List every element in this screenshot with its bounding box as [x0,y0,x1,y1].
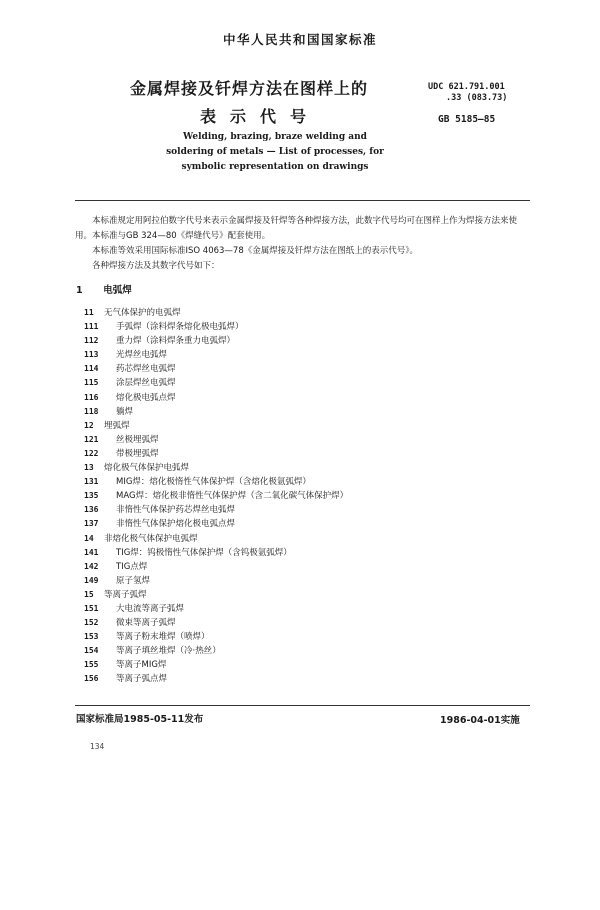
process-row [84,644,348,658]
process-row [84,306,348,320]
process-code-list [84,306,348,687]
process-row [84,405,348,419]
process-name: 带极埋弧焊 [116,448,159,459]
english-title: Welding, brazing, braze welding and soldering of metals — List of processes, for symbolic representation on drawings [166,132,384,172]
process-row [84,362,348,376]
process-row [84,588,348,602]
process-code: 11 [84,308,94,317]
process-name: 埋弧焊 [104,420,130,431]
udc-line-1: UDC 621.791.001 [428,82,505,92]
process-row [84,475,348,489]
process-name: 等离子弧点焊 [116,674,168,685]
section-heading [76,282,132,296]
intro-paragraph-1: 本标准规定用阿拉伯数字代号来表示金属焊接及钎焊等各种焊接方法，此数字代号均可在图样上作为焊接方法来使用。本标准与GB 324—80《焊缝代号》配套使用。 [75,216,518,241]
process-row [84,376,348,390]
process-row [84,433,348,447]
process-name: 微束等离子弧焊 [116,618,176,629]
process-code: 136 [84,505,99,515]
process-name: 重力焊（涂料焊条重力电弧焊） [116,336,236,347]
process-code: 116 [84,392,99,402]
process-code: 131 [84,477,99,487]
process-row [84,574,348,588]
process-code: 13 [84,463,94,473]
process-name: 熔化极电弧点焊 [116,392,176,403]
process-code: 113 [84,350,99,360]
page-number: 134 [90,742,105,751]
effective-date: 1986-04-01实施 [440,715,520,726]
issue-date: 国家标准局1985-05-11发布 [76,714,204,725]
process-name: 等离子弧焊 [104,589,147,600]
introduction [75,214,530,274]
section-number: 1 [76,285,83,296]
process-row [84,546,348,560]
process-row [84,560,348,574]
process-name: 手弧焊（涂料焊条熔化极电弧焊） [116,322,244,333]
process-name: MAG焊：熔化极非惰性气体保护焊（含二氧化碳气体保护焊） [116,491,349,502]
process-name: 大电流等离子弧焊 [116,603,185,614]
process-name: 非惰性气体保护药芯焊丝电弧焊 [116,505,236,516]
process-code: 111 [84,322,99,332]
intro-paragraph-3: 各种焊接方法及其数字代号如下： [92,261,220,271]
intro-paragraph-2: 本标准等效采用国际标准ISO 4063—78《金属焊接及钎焊方法在图纸上的表示代号》。 [92,246,418,256]
process-code: 15 [84,589,94,599]
process-name: 原子氢焊 [116,575,151,586]
process-row [84,461,348,475]
process-name: 等离子MIG焊 [116,660,167,671]
process-row [84,419,348,433]
process-name: 非熔化极气体保护电弧焊 [104,533,198,544]
process-row [84,630,348,644]
process-code: 154 [84,646,99,656]
process-row [84,489,348,503]
process-name: 等离子填丝堆焊（冷·热丝） [116,646,221,657]
process-name: 躺焊 [116,406,134,417]
process-row [84,616,348,630]
process-code: 153 [84,632,99,642]
process-code: 115 [84,378,99,388]
standard-number: GB 5185—85 [438,114,496,125]
process-code: 151 [84,603,99,613]
process-row [84,348,348,362]
process-name: 非惰性气体保护熔化极电弧点焊 [116,519,236,530]
process-code: 142 [84,561,99,571]
process-code: 122 [84,448,99,458]
process-code: 118 [84,406,99,416]
process-name: TIG点焊 [116,561,148,572]
process-name: 涂层焊丝电弧焊 [116,378,176,389]
process-code: 141 [84,547,99,557]
udc-classification [428,82,507,104]
process-code: 114 [84,364,99,374]
process-code: 155 [84,660,99,670]
footer-divider [75,705,530,706]
process-code: 112 [84,336,99,346]
process-name: 药芯焊丝电弧焊 [116,364,176,375]
process-row [84,320,348,334]
process-name: TIG焊：钨极惰性气体保护焊（含钨极氩弧焊） [116,547,292,558]
process-code: 137 [84,519,99,529]
document-title-line-2: 表示代号 [200,107,321,126]
process-code: 149 [84,575,99,585]
process-row [84,602,348,616]
process-row [84,391,348,405]
process-name: 无气体保护的电弧焊 [104,308,181,318]
process-row [84,658,348,672]
process-code: 12 [84,420,94,430]
process-row [84,672,348,686]
process-code: 121 [84,434,99,444]
process-row [84,532,348,546]
process-code: 152 [84,618,99,628]
header-divider [75,200,530,201]
process-name: 光焊丝电弧焊 [116,350,168,361]
process-name: MIG焊：熔化极惰性气体保护焊（含熔化极氩弧焊） [116,477,311,488]
process-name: 丝极埋弧焊 [116,434,159,445]
process-row [84,447,348,461]
document-title-line-1: 金属焊接及钎焊方法在图样上的 [130,79,369,98]
process-code: 14 [84,533,94,543]
process-row [84,517,348,531]
process-name: 等离子粉末堆焊（喷焊） [116,632,210,643]
issuing-country-header: 中华人民共和国国家标准 [222,32,377,47]
process-code: 135 [84,491,99,501]
process-name: 熔化极气体保护电弧焊 [104,463,190,474]
udc-line-2: .33 (083.73) [446,93,508,103]
section-title: 电弧焊 [103,285,132,296]
process-row [84,503,348,517]
process-code: 156 [84,674,99,684]
process-row [84,334,348,348]
